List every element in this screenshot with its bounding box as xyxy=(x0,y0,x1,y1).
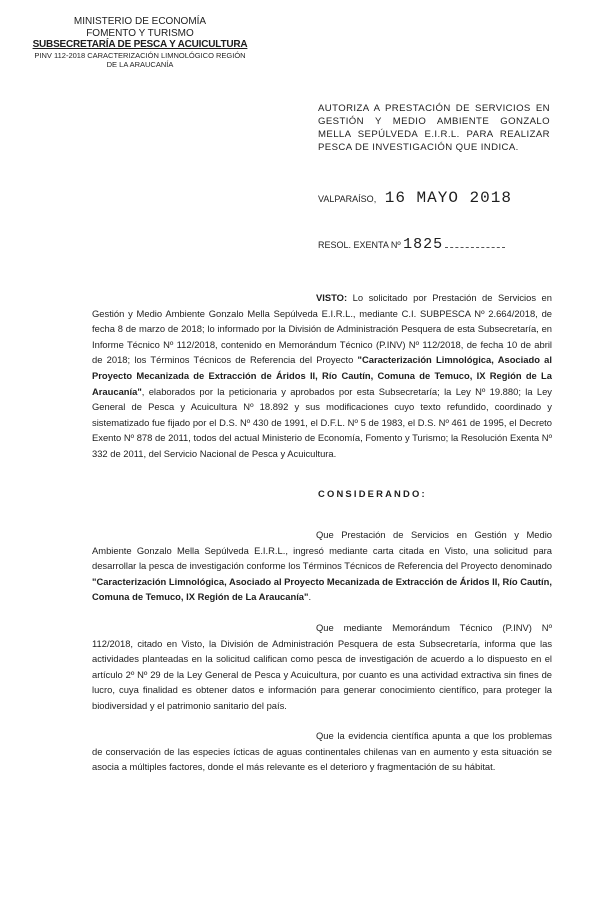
subsecretaria-name: SUBSECRETARÍA DE PESCA Y ACUICULTURA xyxy=(32,39,248,50)
date-stamp: 16 MAYO 2018 xyxy=(384,189,512,207)
resolution-number-line xyxy=(318,236,505,253)
project-name: "Caracterización Limnológica, Asociado al Proyecto Mecanizada de Extracción de Áridos II, Río Cautín, Comuna de Temuco, IX Región de La Araucanía" xyxy=(92,354,552,397)
file-reference: PINV 112-2018 CARACTERIZACIÓN LIMNOLÓGICO REGIÓN xyxy=(34,50,246,60)
considerando-paragraph-3: Que la evidencia científica apunta a que los problemas de conservación de las especies ícticas de aguas continentales chilenas van en aumento y esta situación se asocia a múltiples factores, donde el más relevante es el deterioro y fragmentación de su hábitat. xyxy=(92,730,552,773)
date-label: VALPARAÍSO, xyxy=(318,194,377,204)
resolution-number: 1825 xyxy=(403,236,444,253)
considerando-heading: CONSIDERANDO: xyxy=(318,488,427,499)
visto-heading: VISTO: xyxy=(316,292,348,303)
resolution-subject: AUTORIZA A PRESTACIÓN DE SERVICIOS EN GESTIÓN Y MEDIO AMBIENTE GONZALO MELLA SEPÚLVEDA E.I.R.L. PARA REALIZAR PESCA DE INVESTIGACIÓN QUE INDICA. xyxy=(318,103,550,153)
date-line xyxy=(318,189,512,207)
project-name: "Caracterización Limnológica, Asociado al Proyecto Mecanizada de Extracción de Áridos II, Río Cautín, Comuna de Temuco, IX Región de La Araucanía" xyxy=(92,575,552,603)
number-underline xyxy=(445,247,505,248)
file-reference-region: DE LA ARAUCANÍA xyxy=(106,59,174,69)
considerando-paragraph-2: Que mediante Memorándum Técnico (P.INV) Nº 112/2018, citado en Visto, la División de Administración Pesquera de esta Subsecretaría, informa que las actividades planteadas en la solicitud califican como pesca de investigación de acuerdo a lo dispuesto en el artículo 2º Nº 29 de la Ley General de Pesca y Acuicultura, por cuanto es una actividad extractiva sin fines de lucro, cuya finalidad es obtener datos e información para generar conocimiento científico, para proteger la biodiversidad y el patrimonio sanitario del país. xyxy=(92,622,552,711)
visto-section xyxy=(92,290,552,462)
ministry-subtitle: FOMENTO Y TURISMO xyxy=(86,27,194,39)
letterhead xyxy=(30,16,250,69)
ministry-name: MINISTERIO DE ECONOMÍA xyxy=(73,16,207,27)
resolution-label: RESOL. EXENTA Nº xyxy=(318,240,401,250)
visto-paragraph: VISTO: Lo solicitado por Prestación de Servicios en Gestión y Medio Ambiente Gonzalo Mella Sepúlveda E.I.R.L., mediante C.I. SUBPESCA Nº 2.664/2018, de fecha 8 de marzo de 2018; lo informado por la División de Administración Pesquera de esta Subsecretaría, en Informe Técnico Nº 112/2018, contenido en Memorándum Técnico (P.INV) Nº 112/2018, de fecha 10 de abril de 2018; los Términos Técnicos de Referencia del Proyecto "Caracterización Limnológica, Asociado al Proyecto Mecanizada de Extracción de Áridos II, Río Cautín, Comuna de Temuco, IX Región de La Araucanía", elaborados por la peticionaria y aprobados por esta Subsecretaría; la Ley Nº 19.880; la Ley General de Pesca y Acuicultura Nº 18.892 y sus modificaciones cuyo texto refundido, coordinado y sistematizado fue fijado por el D.S. Nº 430 de 1991, el D.F.L. Nº 5 de 1983, el D.S. Nº 461 de 1995, el Decreto Exento Nº 878 de 2011, todos del actual Ministerio de Economía, Fomento y Turismo; la Resolución Exenta Nº 332 de 2011, del Servicio Nacional de Pesca y Acuicultura. xyxy=(92,292,552,459)
considerando-paragraph-1: Que Prestación de Servicios en Gestión y Medio Ambiente Gonzalo Mella Sepúlveda E.I.R.L., ingresó mediante carta citada en Visto, una solicitud para desarrollar la pesca de investigación conforme los Términos Técnicos de Referencia del Proyecto denominado "Caracterización Limnológica, Asociado al Proyecto Mecanizada de Extracción de Áridos II, Río Cautín, Comuna de Temuco, IX Región de La Araucanía". xyxy=(92,529,552,603)
